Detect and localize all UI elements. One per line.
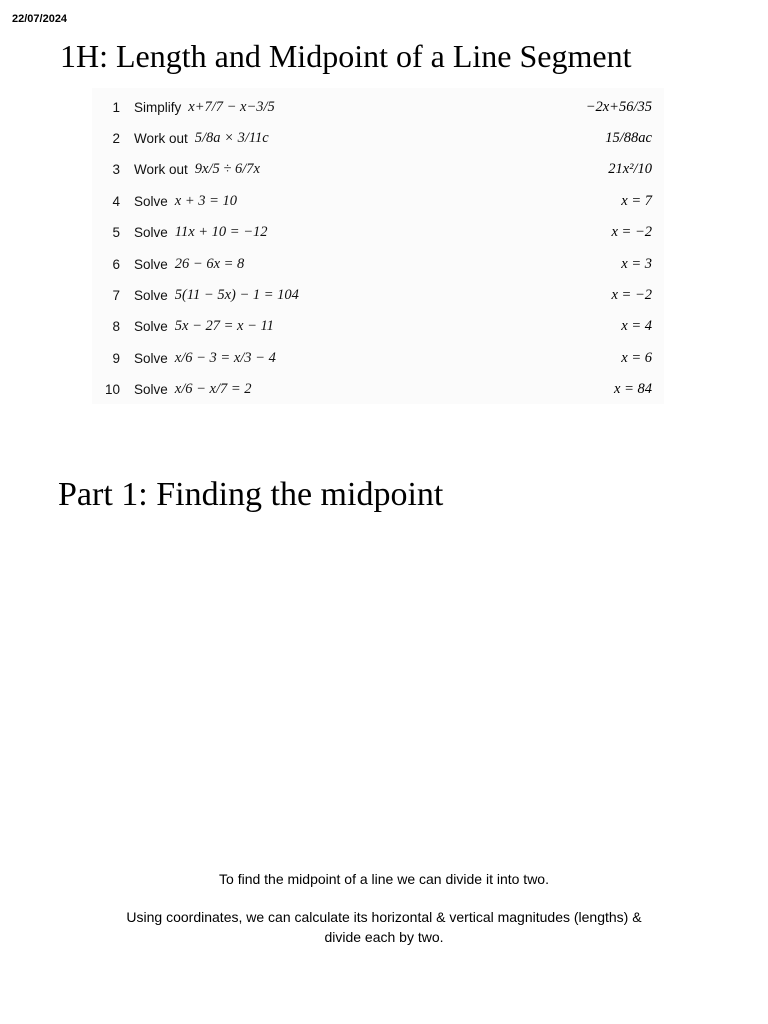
question-expression: 9x/5 ÷ 6/7x	[194, 161, 260, 177]
question-expression: 5/8a × 3/11c	[194, 130, 269, 146]
question-expression: 26 − 6x = 8	[174, 256, 245, 272]
question-instruction: Solve	[134, 288, 168, 303]
question-instruction: Solve	[134, 382, 168, 397]
question-row	[92, 311, 664, 342]
coordinates-note: Using coordinates, we can calculate its horizontal & vertical magnitudes (lengths) & divide each by two.	[126, 909, 642, 945]
question-instruction: Solve	[134, 257, 168, 272]
question-answer: 15/88ac	[605, 130, 652, 146]
question-expression: x/6 − x/7 = 2	[174, 381, 252, 397]
question-answer: x = 3	[621, 256, 652, 272]
question-number: 8	[112, 319, 120, 334]
question-text	[134, 256, 244, 273]
question-expression: 11x + 10 = −12	[174, 224, 268, 240]
question-text	[134, 381, 252, 398]
question-number: 4	[112, 194, 120, 209]
question-expression: 5x − 27 = x − 11	[174, 318, 274, 334]
question-instruction: Solve	[134, 319, 168, 334]
question-instruction: Work out	[134, 162, 188, 177]
question-number: 10	[104, 382, 120, 397]
question-text	[134, 287, 299, 304]
question-row	[92, 154, 664, 185]
question-text	[134, 130, 269, 147]
question-expression: x/6 − 3 = x/3 − 4	[174, 350, 276, 366]
question-answer: x = −2	[611, 224, 652, 240]
question-answer: x = 6	[621, 350, 652, 366]
question-answer: x = 84	[614, 381, 652, 397]
question-text	[134, 318, 274, 335]
question-answer: 21x²/10	[608, 161, 652, 177]
section-heading: Part 1: Finding the midpoint	[58, 476, 444, 513]
question-instruction: Solve	[134, 225, 168, 240]
question-text	[134, 224, 268, 241]
question-number: 6	[112, 257, 120, 272]
question-row	[92, 280, 664, 311]
question-answer: x = 4	[621, 318, 652, 334]
question-text	[134, 161, 260, 178]
question-instruction: Simplify	[134, 100, 182, 115]
question-instruction: Solve	[134, 194, 168, 209]
question-instruction: Solve	[134, 351, 168, 366]
question-row	[92, 343, 664, 374]
question-number: 7	[112, 288, 120, 303]
question-number: 9	[112, 351, 120, 366]
question-row	[92, 374, 664, 405]
question-answer: x = −2	[611, 287, 652, 303]
question-row	[92, 249, 664, 280]
question-answer: −2x+56/35	[585, 99, 652, 115]
question-text	[134, 99, 275, 116]
date-label: 22/07/2024	[12, 13, 68, 25]
question-row	[92, 123, 664, 154]
question-expression: 5(11 − 5x) − 1 = 104	[174, 287, 299, 303]
question-expression: x + 3 = 10	[174, 193, 238, 209]
question-answer: x = 7	[621, 193, 652, 209]
question-number: 2	[112, 131, 120, 146]
question-row	[92, 92, 664, 123]
question-expression: x+7/7 − x−3/5	[188, 99, 275, 115]
midpoint-note: To find the midpoint of a line we can divide it into two.	[219, 871, 549, 887]
question-number: 1	[112, 100, 120, 115]
question-text	[134, 350, 276, 367]
page-title: 1H: Length and Midpoint of a Line Segment	[60, 38, 632, 74]
question-instruction: Work out	[134, 131, 188, 146]
question-number: 3	[112, 162, 120, 177]
question-text	[134, 193, 237, 210]
question-row	[92, 186, 664, 217]
starter-questions-table	[92, 88, 664, 404]
question-number: 5	[112, 225, 120, 240]
question-row	[92, 217, 664, 248]
